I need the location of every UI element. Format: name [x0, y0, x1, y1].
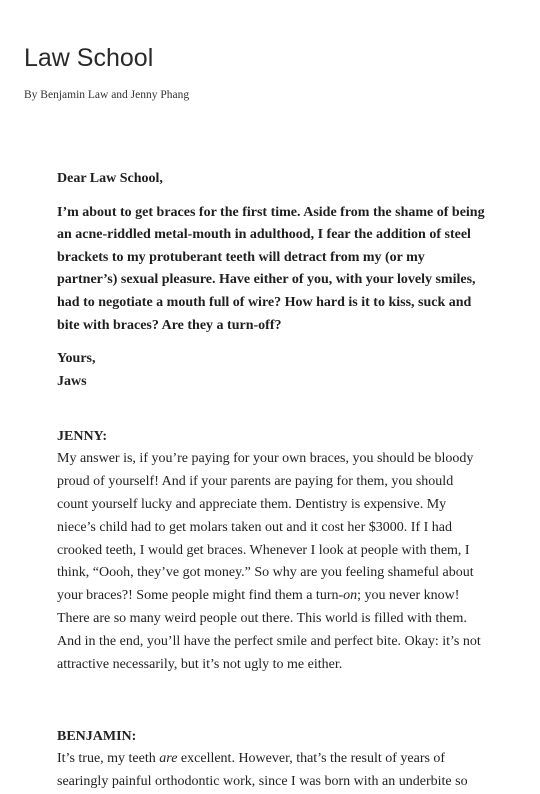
letter-signoff-text: Yours,	[57, 351, 96, 367]
page-title: Law School	[24, 44, 154, 72]
letter-question: I’m about to get braces for the first time. Aside from the shame of being an acne-riddled metal-mouth in adulthood, I fear the addition of steel brackets to my protuberant teeth will detract from my (or my partner’s) sexual pleasure. Have either of you, with your lovely smiles, had to negotiate a mouth full of wire? How hard is it to kiss, suck and bite with braces? Are they a turn-off?	[57, 204, 485, 333]
answer-speaker: BENJAMIN:	[57, 729, 137, 745]
answer-text-part: My answer is, if you’re paying for your own braces, you should be bloody proud of yourself! And if your parents are paying for them, you should count yourself lucky and appreciate them. Dentistry is expensive. My niece’s child had to get molars taken out and it cost her $3000. If I had crooked teeth, I would get braces. Whenever I look at people with them, I think, “Oooh, they’ve got money.” So why are you feeling shameful about your braces?! Some people might find them a turn-	[57, 451, 474, 604]
letter-salutation: Dear Law School,	[57, 171, 163, 186]
answer-jenny	[57, 426, 487, 676]
answer-text-part: ; you never know! There are so many weird people out there. This world is filled with them. And in the end, you’ll have the perfect smile and perfect bite. Okay: it’s not attractive necessarily, but it’s not ugly to me either.	[57, 588, 481, 672]
answer-text-emphasis: on	[343, 588, 358, 604]
letter-signoff	[57, 348, 487, 393]
answer-speaker: JENNY:	[57, 429, 108, 445]
article	[57, 168, 487, 794]
answer-text-emphasis: are	[159, 751, 178, 767]
reader-letter	[57, 168, 487, 393]
answer-text-part: It’s true, my teeth	[57, 751, 160, 767]
answer-text	[57, 448, 487, 676]
byline: By Benjamin Law and Jenny Phang	[24, 89, 190, 101]
letter-signature: Jaws	[57, 373, 87, 389]
answer-text-part: excellent. However, that’s the result of years of searingly painful orthodontic work, since I was born with an underbite so	[57, 751, 468, 790]
answer-text	[57, 748, 487, 794]
answer-benjamin	[57, 726, 487, 794]
